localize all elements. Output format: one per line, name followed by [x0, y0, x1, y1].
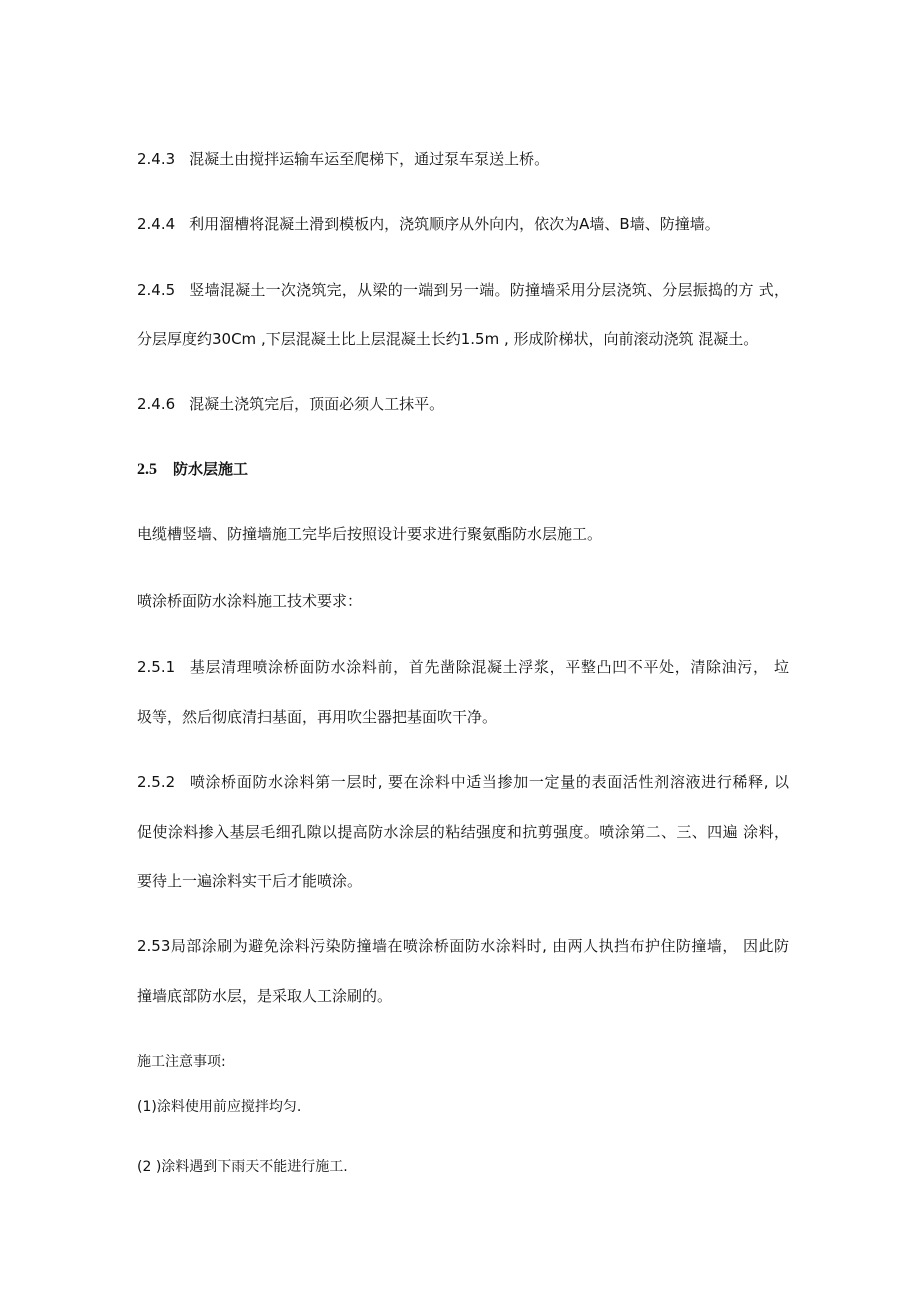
paragraph-2-4-4	[137, 214, 720, 234]
paragraph-text: 混凝土浇筑完后，顶面必须人工抹平。	[189, 395, 445, 413]
section-number: 2.4.5	[137, 281, 176, 299]
paragraph-2-5-1-line1	[137, 657, 789, 677]
paragraph-text: 利用溜槽将混凝土滑到模板内，浇筑顺序从外向内，依次为A墙、B墙、防撞墙。	[189, 215, 720, 233]
paragraph-text: 2.53局部涂刷为避免涂料污染防撞墙在喷涂桥面防水涂料时, 由两人执挡布护住防撞墙， 因此防	[137, 937, 789, 955]
paragraph-text: 竖墙混凝土一次浇筑完，从梁的一端到另一端。防撞墙采用分层浇筑、分层振捣的方 式，	[189, 281, 789, 299]
section-number: 2.4.4	[137, 215, 176, 233]
heading-number: 2.5	[137, 461, 157, 478]
notes-item-text: (2 )涂料遇到下雨天不能进行施工.	[137, 1159, 348, 1175]
paragraph-text: 要待上一遍涂料实干后才能喷涂。	[137, 872, 363, 890]
notes-item-1	[137, 1097, 301, 1117]
paragraph-2-4-5-line1	[137, 280, 789, 300]
paragraph-2-5-2-line2	[137, 822, 789, 842]
paragraph-requirements	[137, 591, 362, 611]
heading-title: 防水层施工	[173, 460, 249, 478]
notes-title	[137, 1052, 226, 1072]
paragraph-2-5-3-line2	[137, 986, 392, 1006]
paragraph-intro	[137, 524, 602, 544]
paragraph-2-4-3	[137, 149, 549, 169]
notes-item-2	[137, 1157, 348, 1177]
paragraph-2-4-5-line2	[137, 329, 758, 349]
paragraph-text: 混凝土由搅拌运输车运至爬梯下，通过泵车泵送上桥。	[189, 150, 550, 168]
paragraph-2-5-1-line2	[137, 707, 497, 727]
section-heading-2-5	[137, 459, 248, 480]
paragraph-text: 电缆槽竖墙、防撞墙施工完毕后按照设计要求进行聚氨酯防水层施工。	[137, 525, 603, 543]
paragraph-2-5-2-line3	[137, 871, 362, 891]
notes-item-text: (1)涂料使用前应搅拌均匀.	[137, 1099, 302, 1115]
paragraph-text: 喷涂桥面防水涂料施工技术要求：	[137, 592, 363, 610]
paragraph-text: 分层厚度约30Cm ,下层混凝土比上层混凝土长约1.5m , 形成阶梯状，向前滚动浇筑 混凝土。	[137, 330, 759, 348]
paragraph-text: 促使涂料掺入基层毛细孔隙以提高防水涂层的粘结强度和抗剪强度。喷涂第二、三、四遍 涂料，	[137, 823, 789, 841]
paragraph-text: 圾等，然后彻底清扫基面，再用吹尘器把基面吹干净。	[137, 708, 498, 726]
section-number: 2.5.1	[137, 658, 176, 676]
section-number: 2.4.6	[137, 395, 176, 413]
paragraph-2-5-3-line1	[137, 936, 789, 956]
notes-title-text: 施工注意事项:	[137, 1054, 226, 1070]
paragraph-2-4-6	[137, 394, 444, 414]
paragraph-2-5-2-line1	[137, 772, 789, 792]
section-number: 2.5.2	[137, 773, 176, 791]
paragraph-text: 撞墙底部防水层，是采取人工涂刷的。	[137, 987, 393, 1005]
paragraph-text: 基层清理喷涂桥面防水涂料前，首先凿除混凝土浮浆，平整凸凹不平处，清除油污， 垃	[189, 658, 789, 676]
section-number: 2.4.3	[137, 150, 176, 168]
paragraph-text: 喷涂桥面防水涂料第一层时, 要在涂料中适当掺加一定量的表面活性剂溶液进行稀释, 以	[189, 773, 789, 791]
